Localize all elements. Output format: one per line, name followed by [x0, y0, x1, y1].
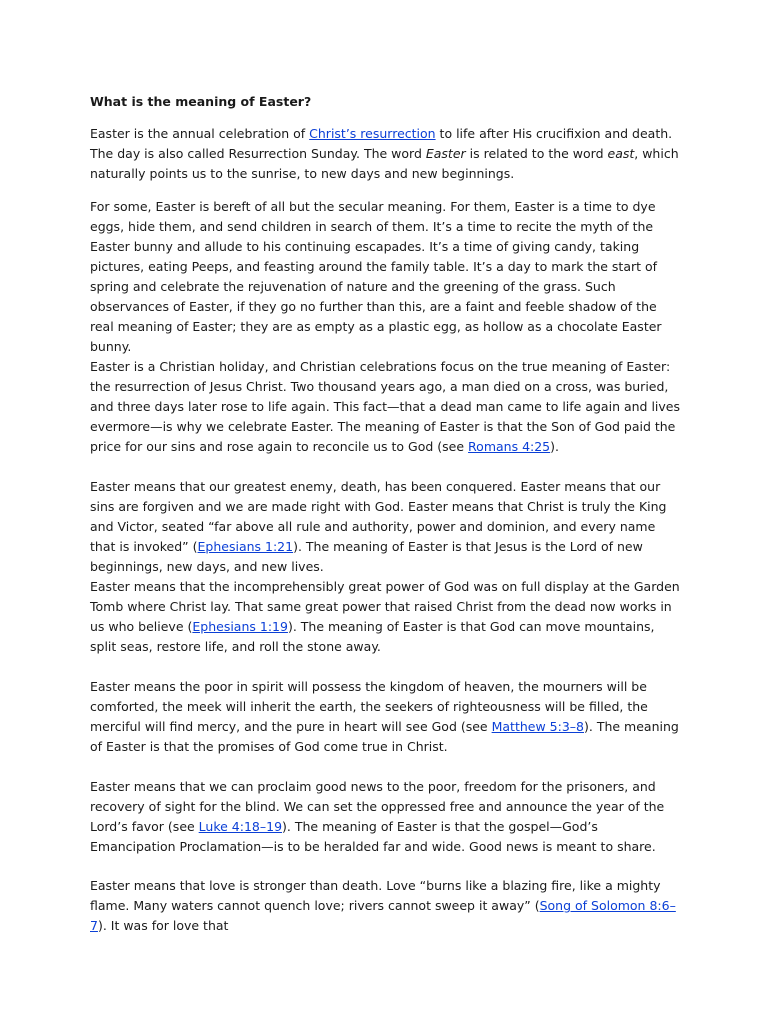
- text-run: to life after His crucifixion and death. The day is also called Resurrection Sunday. The word: [90, 126, 673, 161]
- text-run: ). The meaning of Easter is that Jesus is the Lord of new beginnings, new days, and new lives.: [90, 539, 643, 574]
- text-run: ). It was for love that: [97, 918, 229, 933]
- paragraph-death-conquered: [90, 477, 680, 577]
- text-run: Easter is the annual celebration of: [90, 126, 310, 141]
- text-run: For some, Easter is bereft of all but the secular meaning. For them, Easter is a time to dye eggs, hide them, and send children in search of them. It’s a time to recite the myth of the Easter bunny and allude to his continuing escapades. It’s a time of giving candy, taking pictures, eating Peeps, and feasting around the family table. It’s a day to mark the start of spring and celebrate the rejuvenation of nature and the greening of the grass. Such observances of Easter, if they go no further than this, are a faint and feeble shadow of the real meaning of Easter; they are as empty as a plastic egg, as hollow as a chocolate Easter bunny.: [90, 199, 662, 354]
- text-run: Easter is a Christian holiday, and Christian celebrations focus on the true meaning of Easter: the resurrection of Jesus Christ. Two thousand years ago, a man died on a cross, was buried, and three days later rose to life again. This fact—that a dead man came to life again and lives evermore—is why we celebrate Easter. The meaning of Easter is that the Son of God paid the price for our sins and rose again to reconcile us to God (see: [90, 359, 680, 454]
- paragraph-good-news: [90, 777, 680, 857]
- link-song-of-solomon-8-6-7[interactable]: Song of Solomon 8:6–7: [90, 898, 676, 933]
- text-run: Easter means that our greatest enemy, death, has been conquered. Easter means that our sins are forgiven and we are made right with God. Easter means that Christ is truly the King and Victor, seated “far above all rule and authority, power and dominion, and every name that is invoked” (: [90, 479, 667, 554]
- text-run: , which naturally points us to the sunrise, to new days and new beginnings.: [90, 146, 679, 181]
- text-run: ). The meaning of Easter is that God can move mountains, split seas, restore life, and roll the stone away.: [90, 619, 655, 654]
- text-run: Easter means that the incomprehensibly great power of God was on full display at the Garden Tomb where Christ lay. That same great power that raised Christ from the dead now works in us who believe (: [90, 579, 680, 634]
- link-ephesians-1-19[interactable]: Ephesians 1:19: [192, 619, 288, 634]
- link-christs-resurrection[interactable]: Christ’s resurrection: [309, 126, 436, 141]
- italic-word-east: east: [607, 146, 635, 161]
- paragraph-intro: [90, 124, 680, 184]
- article-title: What is the meaning of Easter?: [90, 94, 312, 109]
- link-ephesians-1-21[interactable]: Ephesians 1:21: [197, 539, 294, 554]
- text-run: Easter means that we can proclaim good news to the poor, freedom for the prisoners, and recovery of sight for the blind. We can set the oppressed free and announce the year of the Lord’s favor (see: [90, 779, 665, 834]
- text-run: ). The meaning of Easter is that the gospel—God’s Emancipation Proclamation—is to be heralded far and wide. Good news is meant to share.: [90, 819, 656, 854]
- link-romans-4-25[interactable]: Romans 4:25: [468, 439, 551, 454]
- paragraph-secular-meaning: [90, 197, 680, 357]
- text-run: Easter means the poor in spirit will possess the kingdom of heaven, the mourners will be comforted, the meek will inherit the earth, the seekers of righteousness will be filled, the merciful will find mercy, and the pure in heart will see God (see: [90, 679, 648, 734]
- text-run: ). The meaning of Easter is that the promises of God come true in Christ.: [90, 719, 679, 754]
- text-run: Easter means that love is stronger than death. Love “burns like a blazing fire, like a mighty flame. Many waters cannot quench love; rivers cannot sweep it away” (: [90, 878, 661, 913]
- paragraph-christian-holiday: [90, 357, 680, 457]
- paragraph-love-stronger-than-death: [90, 876, 680, 936]
- italic-word-easter: Easter: [425, 146, 466, 161]
- text-run: is related to the word: [465, 146, 608, 161]
- link-matthew-5-3-8[interactable]: Matthew 5:3–8: [491, 719, 584, 734]
- paragraph-power-of-god: [90, 577, 680, 657]
- text-run: ).: [550, 439, 559, 454]
- link-luke-4-18-19[interactable]: Luke 4:18–19: [198, 819, 283, 834]
- paragraph-beatitudes: [90, 677, 680, 757]
